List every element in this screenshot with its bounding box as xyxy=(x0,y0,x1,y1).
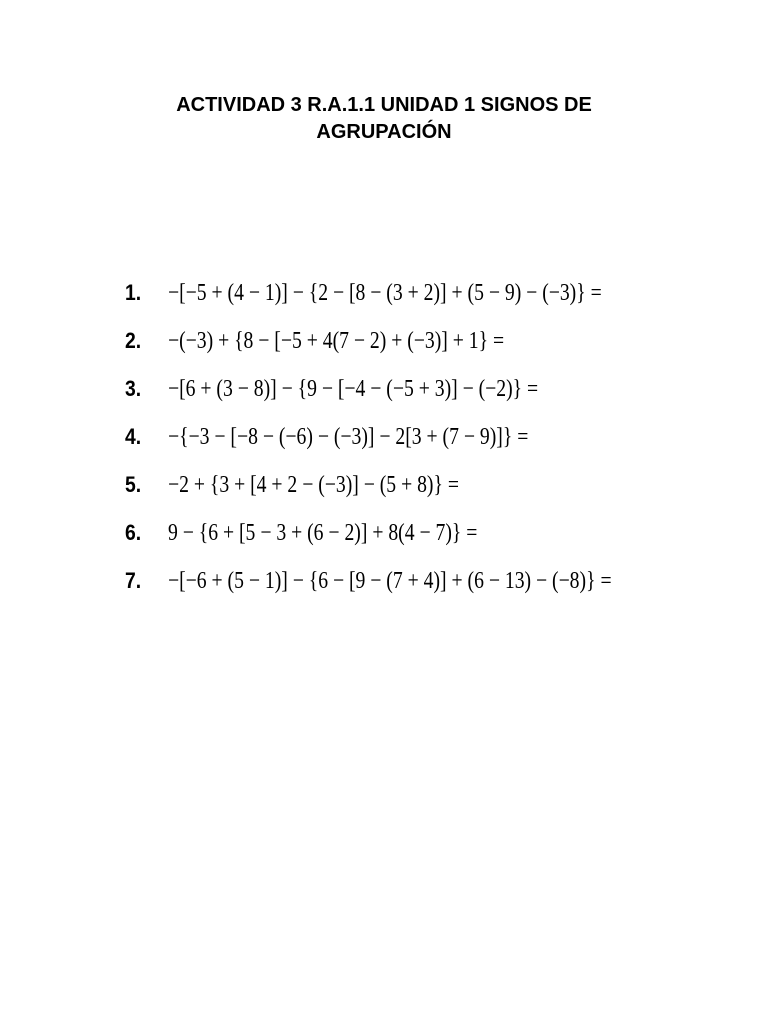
exercise-number: 3. xyxy=(125,376,142,401)
page-title xyxy=(0,92,768,146)
exercise-item-2 xyxy=(0,324,768,372)
exercise-item-3 xyxy=(0,372,768,420)
exercise-expression: −{−3 − [−8 − (−6) − (−3)] − 2[3 + (7 − 9)]} = xyxy=(168,424,529,450)
exercise-number: 5. xyxy=(125,472,142,497)
exercise-item-5 xyxy=(0,468,768,516)
exercise-number: 1. xyxy=(125,280,142,305)
exercise-number: 6. xyxy=(125,520,142,545)
exercise-expression: −2 + {3 + [4 + 2 − (−3)] − (5 + 8)} = xyxy=(168,472,459,498)
page-title-line-1: ACTIVIDAD 3 R.A.1.1 UNIDAD 1 SIGNOS DE xyxy=(176,94,592,116)
exercise-expression: −[−5 + (4 − 1)] − {2 − [8 − (3 + 2)] + (5 − 9) − (−3)} = xyxy=(168,280,602,306)
exercise-expression: −(−3) + {8 − [−5 + 4(7 − 2) + (−3)] + 1} = xyxy=(168,328,505,354)
exercise-expression: 9 − {6 + [5 − 3 + (6 − 2)] + 8(4 − 7)} = xyxy=(168,520,478,546)
exercise-item-7 xyxy=(0,564,768,612)
exercise-item-4 xyxy=(0,420,768,468)
exercise-number: 7. xyxy=(125,568,142,593)
exercise-number: 2. xyxy=(125,328,142,353)
exercise-item-6 xyxy=(0,516,768,564)
exercise-item-1 xyxy=(0,276,768,324)
exercise-list xyxy=(0,276,768,612)
exercise-expression: −[−6 + (5 − 1)] − {6 − [9 − (7 + 4)] + (6 − 13) − (−8)} = xyxy=(168,568,612,594)
exercise-expression: −[6 + (3 − 8)] − {9 − [−4 − (−5 + 3)] − (−2)} = xyxy=(168,376,539,402)
exercise-number: 4. xyxy=(125,424,142,449)
page-title-line-2: AGRUPACIÓN xyxy=(316,121,452,143)
